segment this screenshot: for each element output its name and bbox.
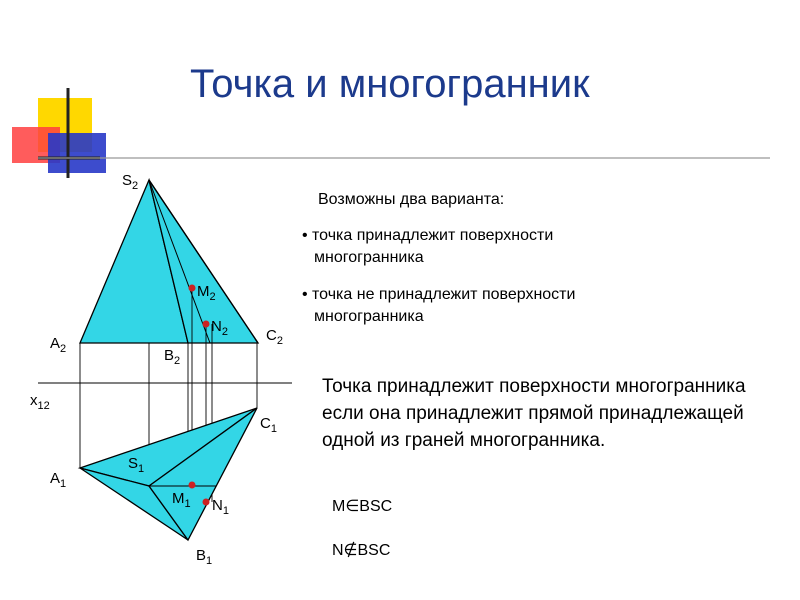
bullet-item: [302, 284, 682, 328]
label-s2: $S_2$: [122, 172, 139, 192]
relation-m: M∈BSC: [332, 498, 393, 515]
point-m1: [189, 482, 196, 489]
label-a2: $A_2$: [50, 335, 67, 355]
label-a1: $A_1$: [50, 470, 67, 490]
bullet-item: [302, 225, 682, 269]
rule-text: Точка принадлежит поверхности многогранника если она принадлежит прямой принадлежащей одной из граней многогранника.: [322, 376, 746, 451]
label-b2: $B_2$: [164, 347, 181, 367]
top-view: [80, 408, 257, 540]
label-x12: $x_{12}$: [30, 392, 50, 412]
bullet-line-1: точка не принадлежит поверхности: [312, 286, 576, 303]
label-s1: $S_1$: [128, 455, 145, 475]
page-title: Точка и многогранник: [190, 62, 590, 106]
deco-blue-square: [48, 133, 106, 173]
label-n1: $N_1$: [212, 497, 229, 517]
label-c1: $C_1$: [260, 415, 277, 435]
bullet-dot: •: [302, 286, 308, 303]
front-view: [80, 180, 258, 343]
label-b1: $B_1$: [196, 547, 213, 567]
intro-text: Возможны два варианта:: [318, 191, 505, 208]
point-n1: [203, 499, 210, 506]
label-m2: $M_2$: [197, 283, 216, 303]
label-m1: $M_1$: [172, 490, 191, 510]
bullet-line-1: точка принадлежит поверхности: [312, 227, 554, 244]
bullet-dot: •: [302, 227, 308, 244]
label-n2: $N_2$: [211, 318, 228, 338]
point-n2: [203, 321, 210, 328]
label-c2: $C_2$: [266, 327, 283, 347]
point-m2: [189, 285, 196, 292]
bullet-line-2: многогранника: [314, 249, 424, 266]
bullet-line-2: многогранника: [314, 308, 424, 325]
relation-n: N∉BSC: [332, 542, 391, 559]
